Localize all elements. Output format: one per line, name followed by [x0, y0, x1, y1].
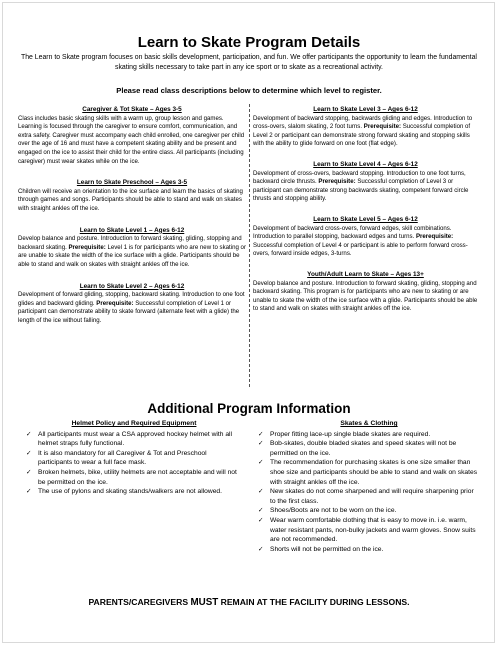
section-heading: Skates & Clothing: [340, 420, 398, 427]
list-item: ✓ Bob-skates, double bladed skates and speed skates will not be permitted on the ice.: [258, 440, 457, 457]
checkmark-icon: ✓: [26, 430, 32, 438]
list-item: ✓ The recommendation for purchasing skates is one size smaller than shoe size and participants should be able to stand and walk on skates with straight ankles off the ice.: [258, 459, 478, 486]
instruction-text: Please read class descriptions below to determine which level to register.: [116, 86, 382, 95]
list-item: ✓ It is also mandatory for all Caregiver & Tot and Preschool participants to wear a full face mask.: [26, 449, 207, 467]
checkmark-icon: ✓: [258, 440, 264, 448]
prerequisite-label: Prerequisite:: [363, 123, 402, 131]
checkmark-icon: ✓: [258, 516, 264, 524]
level-description: Development of cross-overs, backward stopping. Introduction to one foot turns, backward circle thrusts. Prerequisite: Successful completion of Level 3 or participant can demonstrate strong backwards skating, competent forward circle thrusts and stopping ability.: [253, 169, 469, 203]
right-level-column: [253, 106, 478, 326]
list-item: ✓ Proper fitting lace-up single blade skates are required.: [258, 430, 431, 438]
left-level-column: [18, 106, 246, 338]
level-block-caregiver-tot: [18, 106, 246, 166]
column-divider: [249, 104, 250, 387]
list-item: ✓ Broken helmets, bike, utility helmets are not acceptable and will not be permitted on the ice.: [26, 468, 237, 486]
skates-list: [258, 430, 480, 555]
level-description: Develop balance and posture. Introduction to forward skating, gliding, stopping and backward skating. This program is for participants who are new to skating or are unable to skate the width of the ice surface with a glide. Participants should be able to stand and walk on skates with straight ankles off the ice.: [253, 279, 478, 313]
level-heading: Learn to Skate Level 2 – Ages 6-12: [79, 282, 185, 290]
prerequisite-label: Prerequisite:: [96, 299, 134, 307]
page-title: Learn to Skate Program Details: [137, 34, 361, 51]
level-description: Develop balance and posture. Introduction to forward skating, gliding, stopping and backward skating. Prerequisite: Level 1 is for participants who are new to skating or are unable to skate the width of the ice surface with a glide. Participants should be able to stand and walk on skates with straight ankles off the ice.: [18, 235, 246, 268]
level-block-youth-adult: [253, 271, 478, 314]
skates-clothing-section: [258, 419, 480, 554]
level-heading: Caregiver & Tot Skate – Ages 3-5: [82, 106, 182, 113]
list-item: ✓ Shoes/Boots are not to be worn on the ice.: [258, 507, 397, 515]
level-heading: Learn to Skate Level 1 – Ages 6-12: [79, 226, 185, 234]
level-heading: Learn to Skate Level 3 – Ages 6-12: [313, 106, 418, 113]
helmet-policy-section: [26, 419, 242, 497]
level-block-preschool: [18, 179, 246, 213]
list-item: ✓ Shorts will not be permitted on the ice.: [258, 545, 384, 553]
footer-notice: PARENTS/CAREGIVERS MUST REMAIN AT THE FACILITY DURING LESSONS.: [88, 597, 410, 608]
level-description: Children will receive an orientation to the ice surface and learn the basics of skating through games and songs. Participants should be able to stand and walk on skates with straight ankles off the ice.: [18, 187, 243, 212]
additional-info-title: Additional Program Information: [147, 401, 351, 416]
level-block-level-1: [18, 227, 246, 270]
prerequisite-label: Prerequisite:: [318, 178, 356, 186]
level-description: Development of forward gliding, stopping, backward skating. Introduction to one foot glides and backward gliding. Prerequisite: Successful completion of Level 1 or participant can demonstrate ability to skate forward (alternate feet with a glide) the length of the ice without falling.: [18, 291, 245, 324]
list-item: ✓ All participants must wear a CSA approved hockey helmet with all helmet straps fully functional.: [26, 430, 233, 448]
checkmark-icon: ✓: [26, 468, 32, 476]
level-block-level-4: [253, 161, 478, 204]
checkmark-icon: ✓: [258, 507, 264, 515]
level-heading: Learn to Skate Level 5 – Ages 6-12: [313, 215, 418, 223]
list-item: ✓ New skates do not come sharpened and will require sharpening prior to the first class.: [258, 488, 474, 505]
list-item: ✓ The use of pylons and skating stands/walkers are not allowed.: [26, 488, 223, 496]
checkmark-icon: ✓: [258, 459, 264, 467]
level-block-level-5: [253, 216, 478, 259]
level-heading: Learn to Skate Level 4 – Ages 6-12: [313, 160, 418, 168]
section-heading: Helmet Policy and Required Equipment: [71, 420, 197, 427]
level-heading: Learn to Skate Preschool – Ages 3-5: [76, 179, 188, 187]
footer-emphasis: MUST: [190, 597, 219, 608]
helmet-list: [26, 430, 242, 497]
checkmark-icon: ✓: [26, 488, 32, 496]
level-heading: Youth/Adult Learn to Skate – Ages 13+: [307, 270, 424, 278]
checkmark-icon: ✓: [26, 449, 32, 457]
checkmark-icon: ✓: [258, 545, 264, 553]
level-description: Class includes basic skating skills with a warm up, group lesson and games. Learning is focused through the caregiver to ensure comfort, communication, and extra safety. Caregiver must accompany each child enrolled, one caregiver per child over the age of 16 and must have a competent skating ability and be present and engaged on the ice to assist their child for the entire class. All participants (including caregiver) must wear skates while on the ice.: [18, 114, 245, 165]
checkmark-icon: ✓: [258, 430, 264, 438]
level-description: Development of backward cross-overs, forward edges, skill combinations. Introduction to parallel stopping, backward edges and turns. Prerequisite: Successful completion of Level 4 or participant is able to perform forward cross-overs, forward inside edges, 3-turns.: [253, 224, 468, 258]
prerequisite-label: Prerequisite:: [68, 243, 106, 251]
level-block-level-2: [18, 283, 246, 326]
prerequisite-label: Prerequisite:: [415, 233, 454, 241]
level-block-level-3: [253, 106, 478, 149]
list-item: ✓ Wear warm comfortable clothing that is easy to move in. i.e. warm, water resistant pants, non-bulky jackets and warm gloves. Snow suits are not recommended.: [258, 516, 476, 544]
intro-paragraph: The Learn to Skate program focuses on basic skills development, participation, and fun. We offer participants the opportunity to learn the fundamental skating skills necessary to take part in any ice sport or to skate as a recreational activity.: [21, 54, 477, 71]
level-description: Development of backward stopping, backwards gliding and edges. Introduction to cross-overs, slalom skating, 2 foot turns. Prerequisite: Successful completion of Level 2 or participant can demonstrate strong forward skating and stopping skills with the ability to glide forward on one foot (flat edge).: [253, 114, 473, 148]
checkmark-icon: ✓: [258, 488, 264, 496]
